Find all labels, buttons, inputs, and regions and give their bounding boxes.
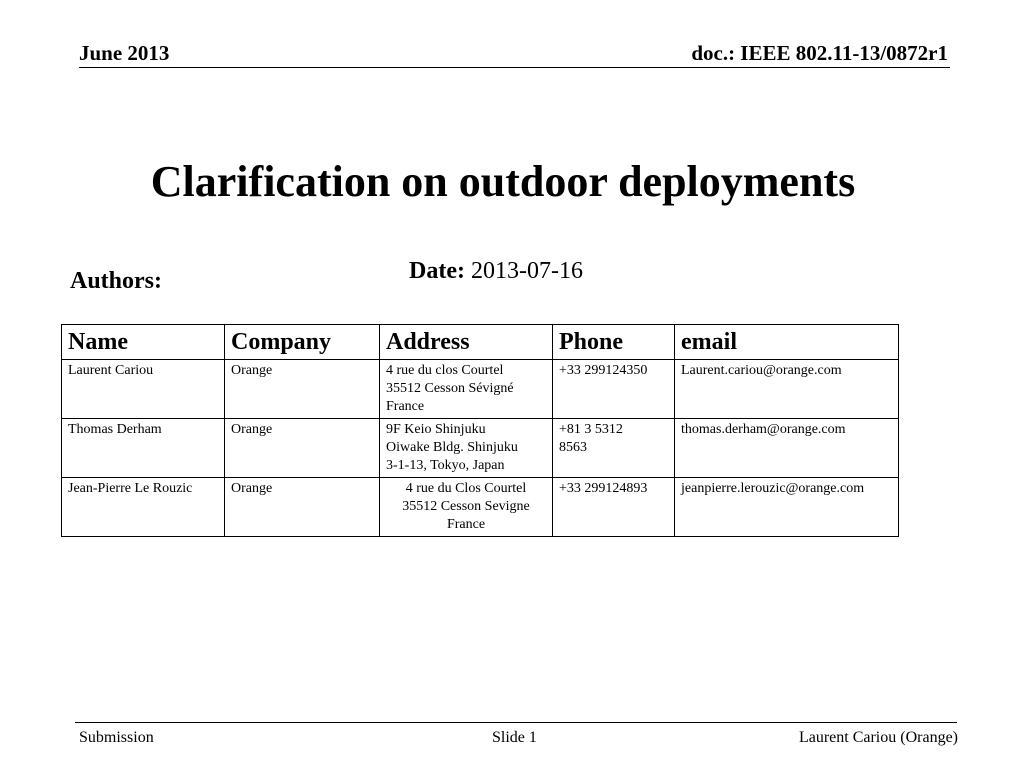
column-header-name: Name <box>62 325 225 360</box>
author-phone <box>553 360 675 419</box>
table-row <box>62 419 899 478</box>
footer-submission: Submission <box>79 729 154 746</box>
footer-slide-number: Slide 1 <box>492 729 537 746</box>
phone-line: +33 299124350 <box>559 363 648 378</box>
author-phone <box>553 478 675 537</box>
author-company: Orange <box>225 478 380 537</box>
author-name: Thomas Derham <box>62 419 225 478</box>
authors-table <box>61 324 899 537</box>
footer-divider <box>75 722 957 723</box>
address-line: 4 rue du Clos Courtel <box>405 481 527 496</box>
address-line: 35512 Cesson Sevigne <box>402 499 530 514</box>
address-line: 3-1-13, Tokyo, Japan <box>386 458 505 473</box>
phone-line: +33 299124893 <box>559 481 648 496</box>
address-line: France <box>386 399 425 414</box>
author-company: Orange <box>225 360 380 419</box>
author-company: Orange <box>225 419 380 478</box>
column-header-phone: Phone <box>553 325 675 360</box>
author-address <box>380 419 553 478</box>
date-line <box>409 255 583 287</box>
address-line: 9F Keio Shinjuku <box>386 422 486 437</box>
header-doc-id: doc.: IEEE 802.11-13/0872r1 <box>691 41 948 65</box>
phone-line: +81 3 5312 <box>559 422 623 437</box>
address-line: 4 rue du clos Courtel <box>386 363 504 378</box>
author-address <box>380 478 553 537</box>
column-header-address: Address <box>380 325 553 360</box>
authors-label: Authors: <box>70 268 163 294</box>
date-value: 2013-07-16 <box>470 258 583 284</box>
column-header-email: email <box>675 325 899 360</box>
author-email: jeanpierre.lerouzic@orange.com <box>675 478 899 537</box>
footer-author: Laurent Cariou (Orange) <box>798 729 958 746</box>
table-header-row <box>62 325 899 360</box>
author-name: Jean-Pierre Le Rouzic <box>62 478 225 537</box>
author-address <box>380 360 553 419</box>
header-divider <box>79 67 950 68</box>
author-name: Laurent Cariou <box>62 360 225 419</box>
address-line: 35512 Cesson Sévigné <box>386 381 514 396</box>
author-email: thomas.derham@orange.com <box>675 419 899 478</box>
author-phone <box>553 419 675 478</box>
table-row <box>62 478 899 537</box>
address-line: France <box>446 517 486 532</box>
slide-title: Clarification on outdoor deployments <box>150 157 856 206</box>
table-row <box>62 360 899 419</box>
address-line: Oiwake Bldg. Shinjuku <box>386 440 518 455</box>
phone-line: 8563 <box>559 440 587 455</box>
date-label: Date: <box>409 258 465 284</box>
column-header-company: Company <box>225 325 380 360</box>
header-date: June 2013 <box>79 41 170 65</box>
author-email: Laurent.cariou@orange.com <box>675 360 899 419</box>
